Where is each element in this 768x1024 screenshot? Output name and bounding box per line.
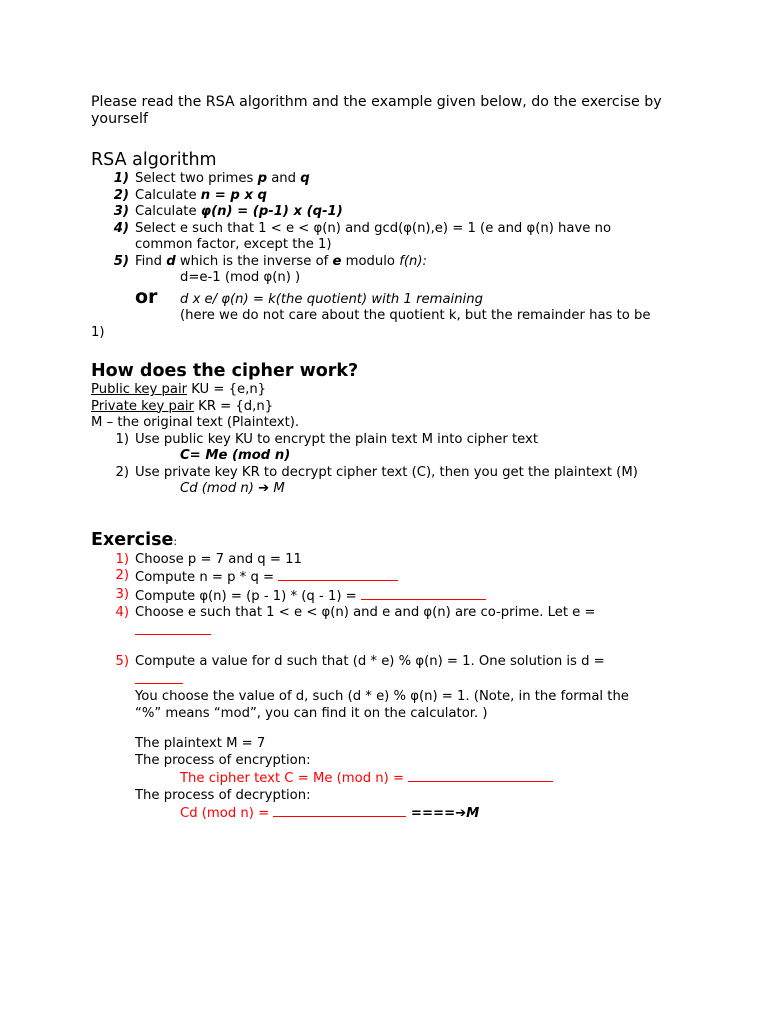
var-e: e bbox=[332, 253, 342, 269]
public-key-value: KU = {e,n} bbox=[187, 382, 267, 397]
encryption-text: The cipher text C = Me (mod n) = bbox=[180, 771, 409, 786]
plaintext-def: M – the original text (Plaintext). bbox=[91, 415, 300, 430]
encryption-title: The process of encryption: bbox=[135, 752, 311, 768]
document-page bbox=[91, 94, 691, 823]
rsa-heading: RSA algorithm bbox=[91, 150, 217, 170]
public-key-label: Public key pair bbox=[91, 382, 188, 397]
var-q: q bbox=[300, 171, 310, 186]
step-number: 3) bbox=[113, 204, 129, 219]
step-text: Compute a value for d such that (d * e) % φ(n) = 1. One solution is d = bbox=[135, 654, 605, 669]
exercise-step-4 bbox=[91, 605, 691, 640]
step-number: 1) bbox=[113, 171, 129, 186]
step-number: 1) bbox=[115, 551, 129, 567]
step-text: Calculate bbox=[135, 187, 201, 203]
plaintext-value: The plaintext M = 7 bbox=[135, 736, 266, 751]
step-text: Use public key KU to encrypt the plain text M into cipher text bbox=[135, 431, 539, 447]
decrypt-formula: Cd (mod n) ➔ M bbox=[180, 481, 285, 496]
decryption-title: The process of decryption: bbox=[135, 787, 311, 803]
step-number: 5) bbox=[115, 654, 129, 669]
remainder-note: (here we do not care about the quotient k, but the remainder has to be bbox=[180, 308, 651, 323]
step-number: 2) bbox=[113, 187, 129, 203]
rsa-step-1 bbox=[91, 171, 691, 188]
cipher-step-1 bbox=[91, 432, 691, 449]
step-text: Select e such that 1 < e < φ(n) and gcd(φ(n),e) = 1 (e and φ(n) have no bbox=[135, 220, 612, 236]
var-p: p bbox=[257, 171, 268, 186]
or-label: or bbox=[135, 285, 158, 308]
step-number: 5) bbox=[113, 253, 129, 269]
step-number: 4) bbox=[113, 220, 129, 236]
exercise-heading bbox=[91, 530, 691, 552]
step-text: Select two primes bbox=[135, 171, 258, 186]
step-number: 2) bbox=[115, 568, 129, 583]
step-text: common factor, except the 1) bbox=[135, 237, 332, 252]
encryption-line bbox=[91, 769, 691, 788]
or-formula: d x e/ φ(n) = k(the quotient) with 1 remaining bbox=[180, 291, 483, 307]
answer-blank-n[interactable] bbox=[278, 568, 398, 581]
private-key-label: Private key pair bbox=[91, 398, 194, 414]
step-number: 2) bbox=[115, 464, 129, 480]
exercise-step-1 bbox=[91, 552, 691, 569]
or-row bbox=[91, 285, 691, 309]
answer-blank-phi[interactable] bbox=[361, 587, 486, 600]
inverse-formula: d=e-1 (mod φ(n) ) bbox=[180, 270, 301, 285]
cipher-step-2 bbox=[91, 465, 691, 482]
step-text: which is the inverse of bbox=[175, 253, 333, 269]
step-text: Choose e such that 1 < e < φ(n) and e and φ(n) are co-prime. Let e = bbox=[135, 605, 596, 620]
step-text: and bbox=[267, 171, 301, 186]
step-text: Find bbox=[135, 253, 167, 269]
step-text: Compute φ(n) = (p - 1) * (q - 1) = bbox=[135, 588, 361, 604]
answer-blank-cipher[interactable] bbox=[408, 769, 553, 782]
decryption-text: Cd (mod n) = bbox=[180, 806, 274, 821]
rsa-step-2 bbox=[91, 188, 691, 205]
public-key-line bbox=[91, 382, 691, 399]
var-d: d bbox=[166, 253, 176, 269]
encrypt-formula: C= Me (mod n) bbox=[180, 448, 291, 463]
exercise-colon: : bbox=[173, 534, 178, 548]
exercise-title: Exercise bbox=[91, 529, 174, 550]
intro-text: Please read the RSA algorithm and the example given below, do the exercise by yourself bbox=[91, 94, 662, 127]
formula-phi: φ(n) = (p-1) x (q-1) bbox=[200, 204, 343, 219]
cipher-heading: How does the cipher work? bbox=[91, 361, 359, 381]
remainder-note-cont: 1) bbox=[91, 324, 105, 340]
step-number: 4) bbox=[115, 605, 129, 620]
step-number: 3) bbox=[115, 586, 129, 602]
exercise-step-2 bbox=[91, 568, 691, 587]
answer-blank-e[interactable] bbox=[135, 622, 211, 635]
rsa-steps bbox=[91, 171, 691, 270]
private-key-value: KR = {d,n} bbox=[193, 398, 274, 414]
step-text: Compute n = p * q = bbox=[135, 570, 279, 585]
exercise-step-3 bbox=[91, 587, 691, 606]
rsa-step-3 bbox=[91, 204, 691, 221]
step-number: 1) bbox=[115, 431, 129, 447]
decryption-line bbox=[91, 804, 691, 823]
exercise-step-5 bbox=[91, 654, 691, 689]
step-text: Use private key KR to decrypt cipher text (C), then you get the plaintext (M) bbox=[135, 464, 638, 480]
formula-n: n = p x q bbox=[200, 187, 267, 203]
var-f: f(n): bbox=[399, 253, 427, 269]
step-text: Choose p = 7 and q = 11 bbox=[135, 551, 302, 567]
step-text: modulo bbox=[341, 253, 400, 269]
rsa-step-5 bbox=[91, 254, 691, 271]
answer-blank-plain[interactable] bbox=[273, 804, 406, 817]
exercise-note: You choose the value of d, such (d * e) % φ(n) = 1. (Note, in the formal the bbox=[135, 689, 629, 704]
step-text: Calculate bbox=[135, 204, 201, 219]
exercise-note-cont: “%” means “mod”, you can find it on the calculator. ) bbox=[135, 705, 488, 721]
decryption-result: ====➔M bbox=[406, 806, 480, 821]
rsa-step-4 bbox=[91, 221, 691, 254]
private-key-line bbox=[91, 399, 691, 416]
answer-blank-d[interactable] bbox=[135, 671, 183, 684]
